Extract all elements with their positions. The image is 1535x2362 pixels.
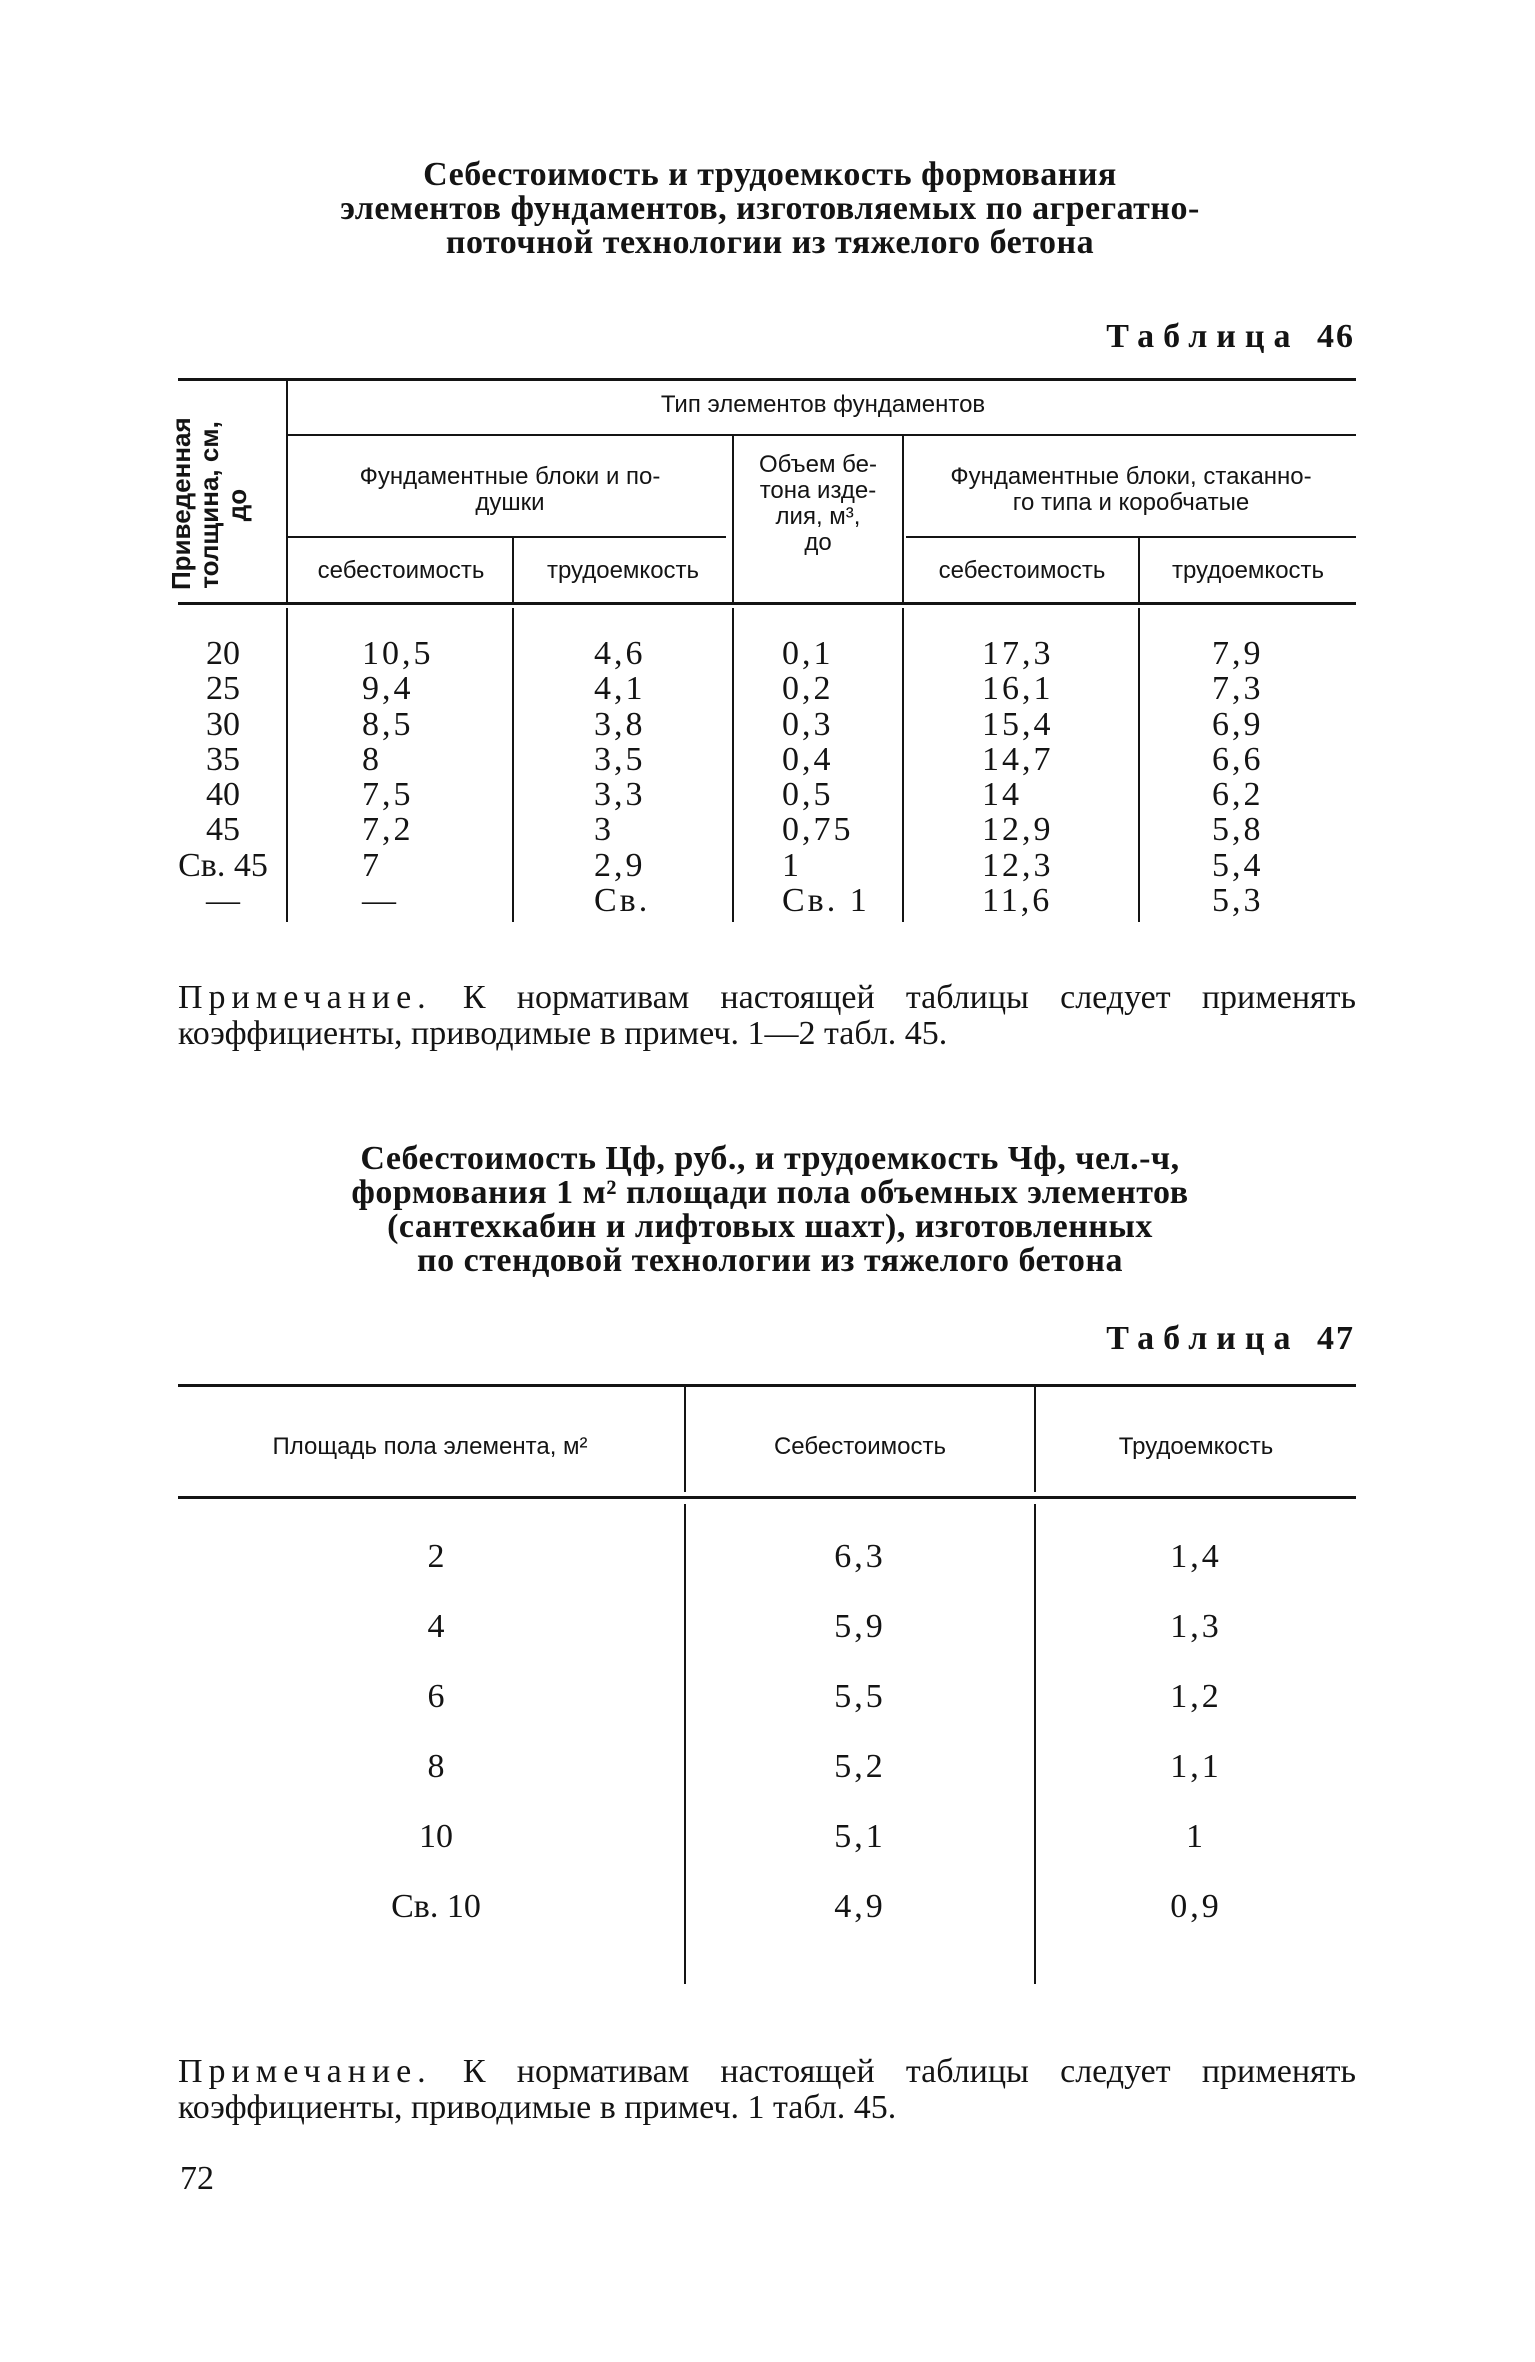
header-line: душки — [475, 489, 545, 516]
table-cell: 14,7 — [982, 740, 1054, 778]
header-rule-bottom — [178, 602, 1356, 605]
header-line: го типа и коробчатые — [1012, 489, 1250, 516]
table-cell: Св. 1 — [782, 882, 870, 920]
table-cell: 0,75 — [782, 811, 854, 849]
column-cost — [686, 1540, 1034, 1960]
table-cell: Св. — [594, 882, 651, 920]
table-cell: 25 — [206, 670, 240, 708]
title-line: (сантехкабин и лифтовых шахт), изготовленных — [387, 1208, 1153, 1245]
table-cell: 1,4 — [1170, 1538, 1222, 1575]
table-cell: 6,6 — [1212, 740, 1264, 778]
table-cell: 35 — [206, 740, 240, 778]
table-cell: 8,5 — [362, 705, 414, 743]
table-cell: 12,9 — [982, 811, 1054, 849]
header-line: лия, м³, — [775, 503, 861, 530]
column-area — [300, 1540, 572, 1960]
body-divider — [902, 608, 904, 922]
table-cell: 0,3 — [782, 705, 834, 743]
header-thickness — [166, 417, 252, 590]
note-lead: Примечание. — [178, 2053, 432, 2090]
table-label-word: Таблица — [1106, 318, 1300, 355]
header-divider — [286, 380, 288, 602]
table-cell: — — [206, 882, 240, 920]
table-cell: 6,2 — [1212, 776, 1264, 814]
table-cell: 5,5 — [834, 1678, 886, 1715]
title-line: поточной технологии из тяжелого бетона — [445, 224, 1095, 261]
header-line: до — [222, 488, 252, 522]
table-cell: 11,6 — [982, 882, 1053, 920]
header-rule-group2 — [906, 536, 1356, 538]
body-divider — [732, 608, 734, 922]
column-thickness — [160, 636, 286, 918]
table-rule-top — [178, 378, 1356, 381]
table-cell: 9,4 — [362, 670, 414, 708]
table-cell: 6,3 — [834, 1538, 886, 1575]
table-cell: 12,3 — [982, 846, 1054, 884]
table-cell: 4,6 — [594, 635, 646, 672]
table-cell: 3,5 — [594, 740, 646, 778]
header-line: до — [804, 529, 832, 556]
column-group1-cost — [362, 636, 434, 918]
table46-title — [180, 158, 1360, 260]
table-cell: 2,9 — [594, 846, 646, 884]
table-cell: 4,9 — [834, 1888, 886, 1925]
table-cell: 3 — [594, 811, 614, 849]
table-cell: — — [362, 882, 399, 920]
table-cell: 8 — [427, 1748, 445, 1785]
column-group2-labor — [1212, 636, 1264, 918]
table46-note — [178, 980, 1356, 1052]
table46-label — [1106, 318, 1355, 356]
table-cell: 20 — [206, 635, 240, 672]
title-line: по стендовой технологии из тяжелого бетона — [417, 1242, 1123, 1279]
header-line: Фундаментные блоки, стаканно- — [950, 463, 1312, 490]
table-cell: 5,9 — [834, 1608, 886, 1645]
title-line: формования 1 м² площади пола объемных элементов — [351, 1174, 1189, 1211]
header-labor-1: трудоемкость — [546, 557, 700, 584]
header-line: Приведенная — [166, 417, 196, 590]
header-rule-types — [286, 434, 1356, 436]
header-labor: Трудоемкость — [1118, 1433, 1274, 1460]
table-cell: 14 — [982, 776, 1022, 814]
table-cell: 5,3 — [1212, 882, 1264, 920]
table-cell: 7,9 — [1212, 635, 1264, 672]
table-cell: 7 — [362, 846, 382, 884]
table-cell: 3,8 — [594, 705, 646, 743]
header-cost-1: себестоимость — [317, 557, 485, 584]
table-cell: 4,1 — [594, 670, 646, 708]
table-cell: 10,5 — [362, 635, 434, 672]
table-cell: 0,5 — [782, 776, 834, 814]
title-line: элементов фундаментов, изготовляемых по агрегатно- — [340, 190, 1200, 227]
column-volume — [782, 636, 870, 918]
table-cell: Св. 45 — [178, 846, 268, 884]
header-line: Объем бе- — [759, 451, 877, 478]
title-line: Себестоимость Цф, руб., и трудоемкость Чф, чел.-ч, — [360, 1140, 1180, 1177]
header-volume — [734, 452, 902, 556]
note-lead: Примечание. — [178, 979, 432, 1016]
header-area: Площадь пола элемента, м² — [272, 1433, 588, 1460]
title-line: Себестоимость и трудоемкость формования — [423, 156, 1117, 193]
page-number: 72 — [180, 2160, 214, 2197]
column-labor — [1036, 1540, 1356, 1960]
table-cell: 6,9 — [1212, 705, 1264, 743]
note-text: К нормативам настоящей таблицы следует применять коэффициенты, приводимые в примеч. 1—2 табл. 45. — [178, 979, 1357, 1052]
table-cell: 1 — [1186, 1818, 1206, 1855]
header-line: толщина, см, — [194, 421, 224, 589]
table-cell: 10 — [419, 1818, 453, 1855]
table-cell: 45 — [206, 811, 240, 849]
table-label-word: Таблица — [1106, 1320, 1300, 1357]
table47-title — [180, 1142, 1360, 1278]
table-cell: 7,5 — [362, 776, 414, 814]
header-line: тона изде- — [759, 477, 877, 504]
table47-label — [1106, 1320, 1355, 1358]
header-line: Фундаментные блоки и по- — [359, 463, 661, 490]
header-divider — [902, 436, 904, 602]
header-rule-bottom — [178, 1496, 1356, 1499]
body-divider — [1138, 608, 1140, 922]
header-group2 — [906, 464, 1356, 516]
header-labor-2: трудоемкость — [1171, 557, 1325, 584]
table-cell: 17,3 — [982, 635, 1054, 672]
table-cell: 3,3 — [594, 776, 646, 814]
header-cost: Себестоимость — [773, 1433, 947, 1460]
table-cell: 5,2 — [834, 1748, 886, 1785]
column-group1-labor — [594, 636, 650, 918]
table-cell: 8 — [362, 740, 382, 778]
header-rule-group1 — [286, 536, 726, 538]
table-cell: 16,1 — [982, 670, 1054, 708]
table-cell: 7,3 — [1212, 670, 1264, 708]
table-cell: 5,8 — [1212, 811, 1264, 849]
header-group1 — [290, 464, 730, 516]
table-cell: 5,4 — [1212, 846, 1264, 884]
table-label-number: 46 — [1317, 318, 1355, 355]
column-group2-cost — [982, 636, 1054, 918]
table-cell: 5,1 — [834, 1818, 886, 1855]
header-element-types: Тип элементов фундаментов — [660, 391, 986, 418]
table-cell: 1,1 — [1170, 1748, 1222, 1785]
table-cell: Св. 10 — [391, 1888, 481, 1925]
table-cell: 0,2 — [782, 670, 834, 708]
table-cell: 40 — [206, 776, 240, 814]
table-rule-top — [178, 1384, 1356, 1387]
table-cell: 2 — [427, 1538, 445, 1575]
table-cell: 1,2 — [1170, 1678, 1222, 1715]
table-cell: 4 — [427, 1608, 445, 1645]
note-text: К нормативам настоящей таблицы следует применять коэффициенты, приводимые в примеч. 1 табл. 45. — [178, 2053, 1357, 2126]
table-cell: 7,2 — [362, 811, 414, 849]
table-cell: 1,3 — [1170, 1608, 1222, 1645]
header-cost-2: себестоимость — [938, 557, 1106, 584]
table-label-number: 47 — [1317, 1320, 1355, 1357]
body-divider — [286, 608, 288, 922]
table-cell: 30 — [206, 705, 240, 743]
table-cell: 1 — [782, 846, 802, 884]
body-divider — [512, 608, 514, 922]
table-cell: 15,4 — [982, 705, 1054, 743]
table-cell: 0,9 — [1170, 1888, 1222, 1925]
table47-note — [178, 2054, 1356, 2126]
table-cell: 0,1 — [782, 635, 834, 672]
table-cell: 0,4 — [782, 740, 834, 778]
table-cell: 6 — [427, 1678, 445, 1715]
